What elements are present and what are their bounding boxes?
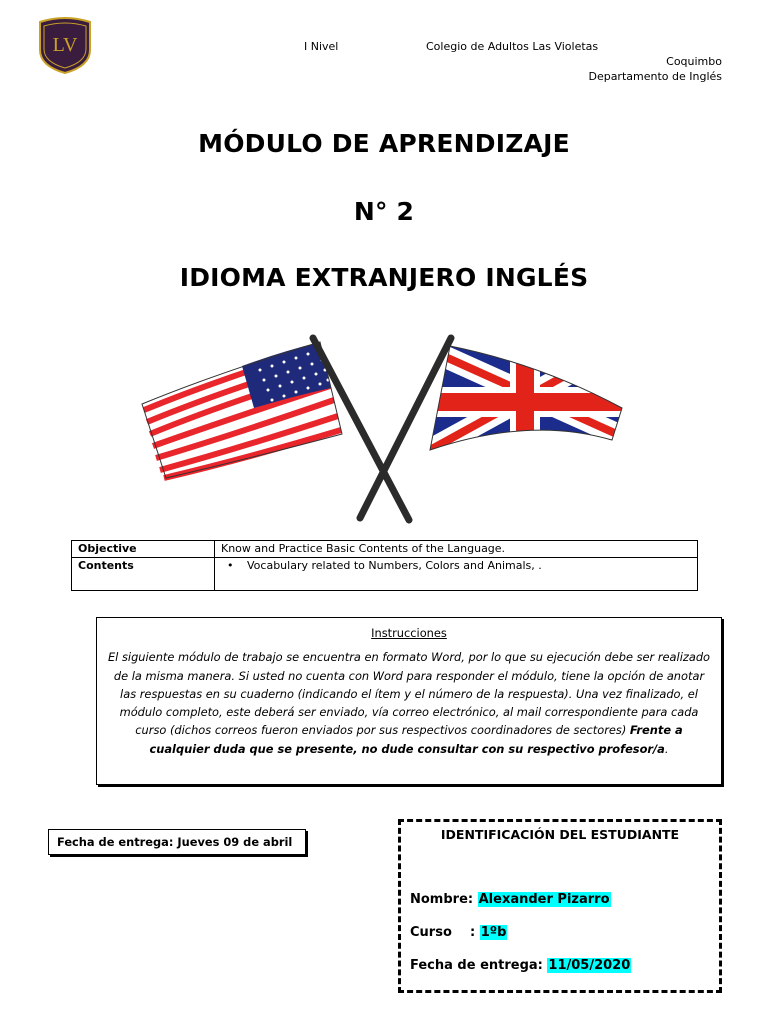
- school-name: Colegio de Adultos Las Violetas: [426, 40, 599, 53]
- instructions-title: Instrucciones: [371, 626, 447, 640]
- instructions-box: [96, 617, 722, 785]
- objective-value: Know and Practice Basic Contents of the Language.: [215, 541, 698, 558]
- table-row: [72, 541, 698, 558]
- student-name-value: Alexander Pizarro: [478, 892, 610, 907]
- logo-lettering: LV: [52, 34, 78, 56]
- crossed-flags-illustration: [130, 330, 630, 530]
- city-name: Coquimbo: [666, 55, 722, 68]
- student-id-title: IDENTIFICACIÓN DEL ESTUDIANTE: [440, 827, 680, 842]
- instructions-text: [105, 648, 713, 758]
- subject-title: IDIOMA EXTRANJERO INGLÉS: [179, 263, 589, 292]
- course-row: [410, 925, 507, 940]
- objectives-table: [71, 540, 698, 591]
- contents-label: Contents: [72, 558, 215, 591]
- contents-value: Vocabulary related to Numbers, Colors and Animals, .: [247, 559, 542, 572]
- module-title: MÓDULO DE APRENDIZAJE: [198, 129, 570, 158]
- delivery-date-label: Fecha de entrega:: [410, 958, 548, 973]
- instructions-body: El siguiente módulo de trabajo se encuentra en formato Word, por lo que su ejecución debe ser realizado de la misma manera. Si usted no cuenta con Word para responder el módulo, tiene la opción de anotar las respuestas en su cuaderno (indicando el ítem y el número de la respuesta). Una vez finalizado, el módulo completo, este deberá ser enviado, vía correo electrónico, al mail correspondiente para cada curso (dichos correos fueron enviados por sus respectivos coordinadores de sectores): [107, 650, 711, 738]
- contents-value-cell: [215, 558, 698, 591]
- school-logo: [36, 16, 94, 74]
- student-name-row: [410, 892, 611, 907]
- bullet: •: [227, 559, 234, 572]
- course-value: 1ºb: [480, 925, 507, 940]
- instructions-bold-note: Frente a cualquier duda que se presente, no dude consultar con su respectivo profesor/a: [149, 723, 683, 756]
- due-date-box: Fecha de entrega: Jueves 09 de abril: [48, 829, 306, 855]
- us-flag: [142, 342, 342, 478]
- course-label: Curso :: [410, 925, 480, 940]
- level-label: I Nivel: [304, 40, 339, 53]
- name-label: Nombre:: [410, 892, 478, 907]
- table-row: [72, 558, 698, 591]
- delivery-date-value: 11/05/2020: [548, 958, 631, 973]
- module-number: N° 2: [353, 197, 415, 226]
- instructions-end: .: [664, 741, 669, 756]
- delivery-date-row: [410, 958, 631, 973]
- uk-flag: [420, 330, 630, 460]
- department-name: Departamento de Inglés: [588, 70, 722, 83]
- objective-label: Objective: [72, 541, 215, 558]
- student-identification-box: [398, 819, 722, 993]
